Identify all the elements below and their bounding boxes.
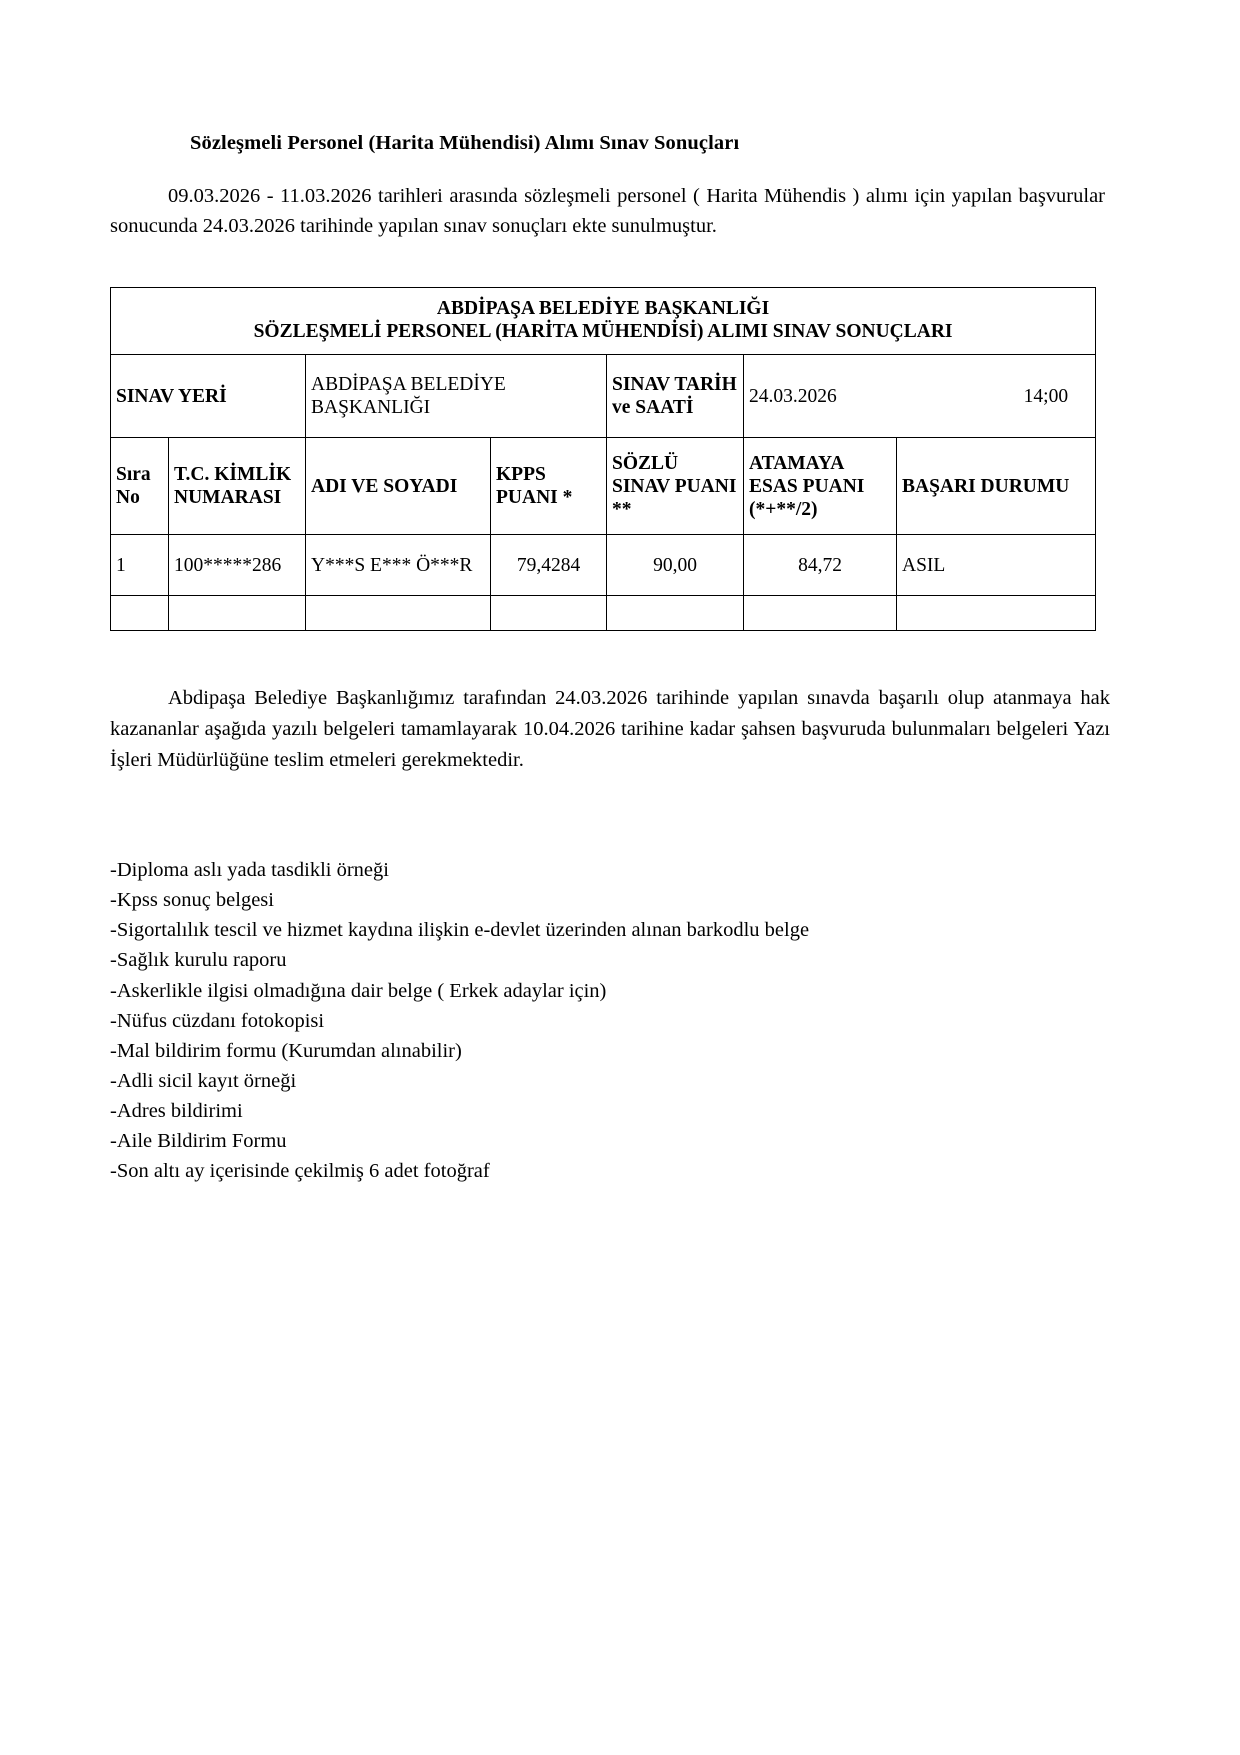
col-header-sozlu: SÖZLÜ SINAV PUANI ** [607,438,744,535]
cell-sira-no: 1 [111,535,169,596]
list-item: -Sağlık kurulu raporu [110,949,287,972]
col-header-durum: BAŞARI DURUMU [897,438,1096,535]
cell-empty-sozlu [607,596,744,631]
table-row [111,535,1096,596]
table-header-row [111,288,1096,355]
list-item: -Nüfus cüzdanı fotokopisi [110,1009,325,1032]
list-item: -Askerlikle ilgisi olmadığına dair belge ( Erkek adaylar için) [110,979,607,1002]
exam-results-table [110,287,1096,631]
cell-empty-kpss [491,596,607,631]
list-item: -Son altı ay içerisinde çekilmiş 6 adet fotoğraf [110,1160,490,1183]
col-header-tc: T.C. KİMLİK NUMARASI [169,438,306,535]
list-item: -Sigortalılık tescil ve hizmet kaydına ilişkin e-devlet üzerinden alınan barkodlu belge [110,919,810,942]
table-header-line1: ABDİPAŞA BELEDİYE BAŞKANLIĞI [436,298,770,319]
exam-info-row [111,355,1096,438]
col-header-atamaya-esas: ATAMAYA ESAS PUANI (*+**/2) [744,438,897,535]
cell-atamaya-esas: 84,72 [744,535,897,596]
cell-ad-soyad: Y***S E*** Ö***R [306,535,491,596]
table-main-header [111,288,1096,355]
instructions-paragraph: Abdipaşa Belediye Başkanlığımız tarafından 24.03.2026 tarihinde yapılan sınavda başarılı olup atanmaya hak kazananlar aşağıda yazılı belgeleri tamamlayarak 10.04.2026 tarihine kadar şahsen başvuruda bulunmaları belgeleri Yazı İşleri Müdürlüğüne teslim etmeleri gerekmektedir. [110,687,1110,771]
exam-datetime-label: SINAV TARİH ve SAATİ [607,355,744,438]
cell-empty-ad-soyad [306,596,491,631]
table-header-line2: SÖZLEŞMELİ PERSONEL (HARİTA MÜHENDİSİ) ALIMI SINAV SONUÇLARI [253,321,953,342]
list-item: -Mal bildirim formu (Kurumdan alınabilir) [110,1039,462,1062]
cell-empty-durum [897,596,1096,631]
column-header-row [111,438,1096,535]
cell-empty-atamaya-esas [744,596,897,631]
list-item: -Aile Bildirim Formu [110,1130,287,1153]
exam-date: 24.03.2026 [749,385,837,407]
cell-tc: 100*****286 [169,535,306,596]
cell-durum: ASIL [897,535,1096,596]
intro-paragraph: 09.03.2026 - 11.03.2026 tarihleri arasında sözleşmeli personel ( Harita Mühendis ) alımı için yapılan başvurular sonucunda 24.03.2026 tarihinde yapılan sınav sonuçları ekte sunulmuştur. [110,185,1105,237]
page-title: Sözleşmeli Personel (Harita Mühendisi) Alımı Sınav Sonuçları [190,132,740,154]
cell-empty-tc [169,596,306,631]
exam-time: 14;00 [1023,385,1069,407]
exam-place-value: ABDİPAŞA BELEDİYE BAŞKANLIĞI [306,355,607,438]
exam-place-label: SINAV YERİ [111,355,306,438]
cell-sozlu: 90,00 [607,535,744,596]
list-item: -Diploma aslı yada tasdikli örneği [110,859,389,881]
col-header-sira-no: Sıra No [111,438,169,535]
col-header-ad-soyad: ADI VE SOYADI [306,438,491,535]
exam-datetime-value [744,355,1096,438]
cell-kpss: 79,4284 [491,535,607,596]
col-header-kpss: KPPS PUANI * [491,438,607,535]
list-item: -Adli sicil kayıt örneği [110,1069,297,1092]
table-row-empty [111,596,1096,631]
cell-empty-sira-no [111,596,169,631]
list-item: -Adres bildirimi [110,1100,243,1122]
required-documents-list [110,855,1110,1186]
list-item: -Kpss sonuç belgesi [110,889,274,912]
